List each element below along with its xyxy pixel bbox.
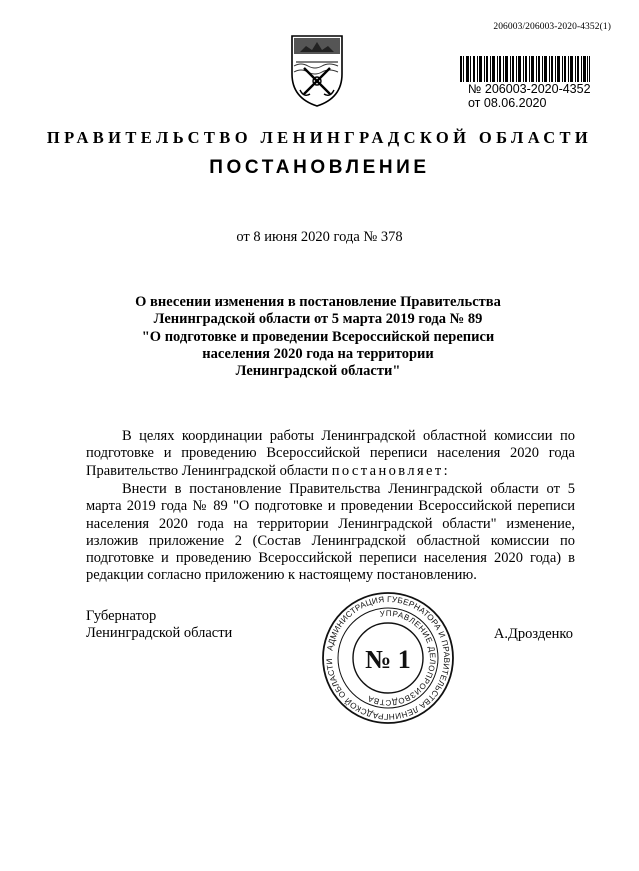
document-reference-code: 206003/206003-2020-4352(1) [493,22,611,32]
coat-of-arms-emblem [286,28,348,108]
resolves-word: постановляет: [331,462,451,479]
document-barcode [460,56,590,82]
title-line: О внесении изменения в постановление Правительства [135,294,501,310]
title-line: населения 2020 года на территории [202,345,434,362]
registration-number: № 206003-2020-4352 [468,82,591,96]
seal-center-number: № 1 [365,645,411,674]
document-type-heading: ПОСТАНОВЛЕНИЕ [209,157,430,178]
signatory-position [86,608,232,643]
resolution-paragraph: Внести в постановление Правительства Ленинградской области от 5 марта 2019 года № 89 "О подготовке и проведении Всероссийской переписи населения 2020 года на территории Ленинградской области" изменение, изложив приложение 2 (Состав Ленинградской областной комиссии по подготовке и проведению Всероссийской переписи населения 2020 года) в редакции согласно приложению к настоящему постановлению. [86,481,575,584]
document-title [100,294,536,380]
title-line: Ленинградской области" [235,363,401,380]
signatory-position-line: Губернатор [86,608,157,624]
preamble-text: В целях координации работы Ленинградской областной комиссии по подготовке и проведению Всероссийской переписи населения 2020 года Правительство Ленинградской области [86,428,575,479]
title-line: Ленинградской области от 5 марта 2019 года № 89 [153,311,483,328]
registration-date: от 08.06.2020 [468,96,547,110]
seal-inner-text: УПРАВЛЕНИЕ ДЕЛОПРОИЗВОДСТВА [366,608,438,708]
signatory-name: А.Дрозденко [493,626,573,642]
preamble-paragraph [86,428,575,480]
title-line: "О подготовке и проведении Всероссийской переписи [141,328,495,345]
signatory-position-line: Ленинградской области [86,625,233,642]
issuer-heading: ПРАВИТЕЛЬСТВО ЛЕНИНГРАДСКОЙ ОБЛАСТИ [46,128,593,147]
official-seal-stamp [320,590,456,726]
document-date-number: от 8 июня 2020 года № 378 [236,229,403,245]
seal-ring-text: АДМИНИСТРАЦИЯ ГУБЕРНАТОРА И ПРАВИТЕЛЬСТВА ЛЕНИНГРАДСКОЙ ОБЛАСТИ [324,594,452,722]
